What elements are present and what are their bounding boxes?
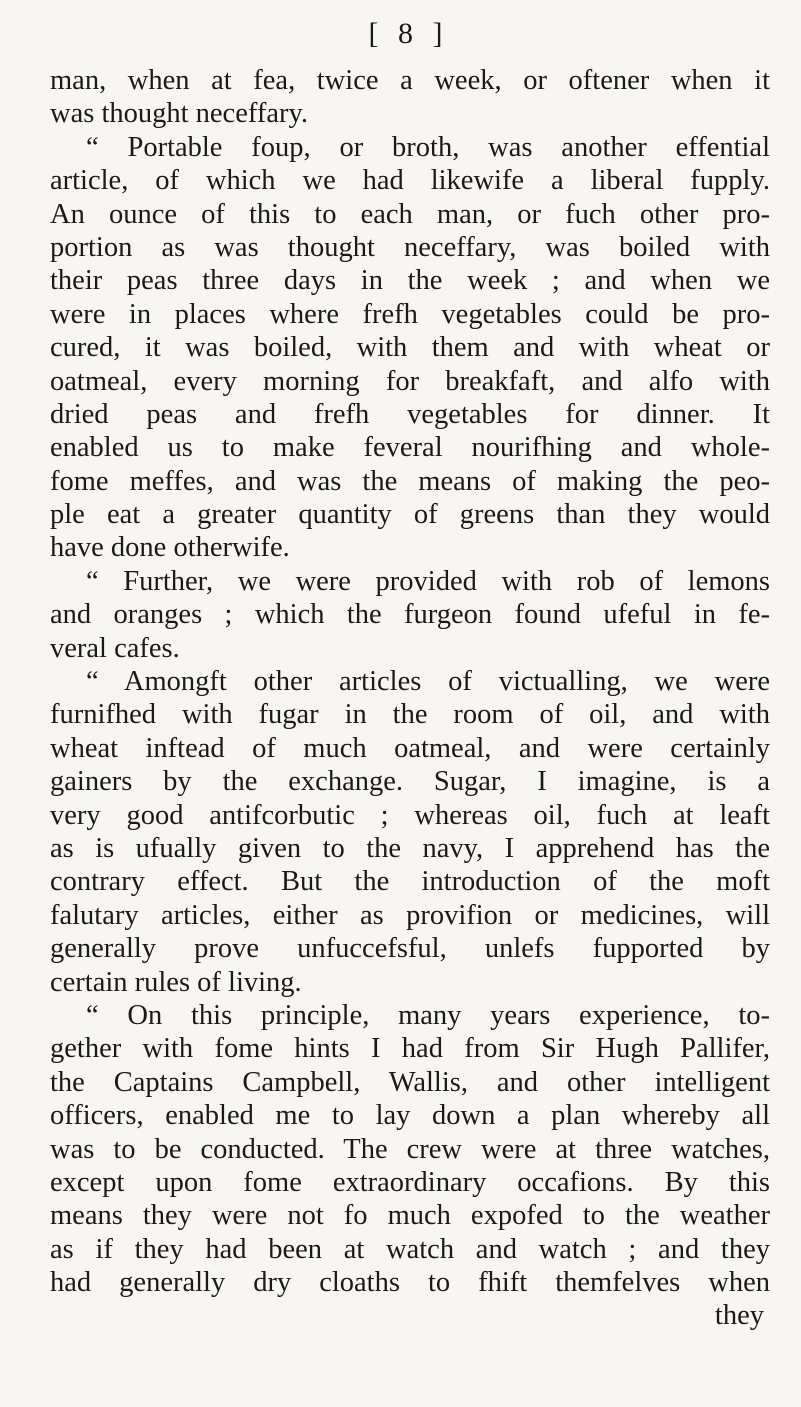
text-line: veral cafes. <box>50 632 180 664</box>
text-line: officers, enabled me to lay down a plan whereby all <box>50 1100 770 1132</box>
text-line: very good antifcorbutic ; whereas oil, fuch at leaft <box>50 799 770 831</box>
text-line: were in places where frefh vegetables could be pro- <box>50 298 770 330</box>
text-line: gainers by the exchange. Sugar, I imagine, is a <box>50 766 770 798</box>
text-line: as is ufually given to the navy, I apprehend has the <box>50 832 770 864</box>
page-number: [ 8 ] <box>368 17 449 50</box>
text-line: article, of which we had likewife a liberal fupply. <box>50 165 770 197</box>
text-line: the Captains Campbell, Wallis, and other intelligent <box>50 1066 770 1098</box>
text-line: fome meffes, and was the means of making the peo- <box>50 465 770 497</box>
text-line: and oranges ; which the furgeon found ufeful in fe- <box>50 599 770 631</box>
text-line: cured, it was boiled, with them and with wheat or <box>50 332 770 364</box>
text-line: means they were not fo much expofed to the weather <box>50 1200 770 1232</box>
text-line: contrary effect. But the introduction of the moft <box>50 866 770 898</box>
text-line: furnifhed with fugar in the room of oil, and with <box>50 699 770 731</box>
text-line: their peas three days in the week ; and when we <box>50 265 770 297</box>
text-line: was thought neceffary. <box>50 98 308 130</box>
text-line: dried peas and frefh vegetables for dinner. It <box>50 398 770 430</box>
text-line: except upon fome extraordinary occafions. By this <box>50 1166 770 1198</box>
body-text <box>50 64 770 1333</box>
text-line: “ Amongft other articles of victualling, we were <box>86 666 770 698</box>
text-line: enabled us to make feveral nourifhing and whole- <box>50 432 770 464</box>
catchword: they <box>714 1300 764 1332</box>
text-line: wheat inftead of much oatmeal, and were certainly <box>50 732 770 764</box>
text-line: “ On this principle, many years experience, to- <box>86 999 770 1031</box>
text-line: “ Further, we were provided with rob of lemons <box>86 565 770 597</box>
text-line: ple eat a greater quantity of greens than they would <box>50 499 770 531</box>
text-line: have done otherwife. <box>50 532 290 564</box>
text-line: man, when at fea, twice a week, or oftener when it <box>50 65 770 96</box>
text-line: oatmeal, every morning for breakfaft, and alfo with <box>50 365 770 397</box>
text-line: generally prove unfuccefsful, unlefs fupported by <box>50 933 770 965</box>
text-line: had generally dry cloaths to fhift themfelves when <box>50 1267 770 1299</box>
text-line: portion as was thought neceffary, was boiled with <box>50 231 770 263</box>
text-line: An ounce of this to each man, or fuch other pro- <box>50 198 770 230</box>
text-line: falutary articles, either as provifion or medicines, will <box>50 899 770 931</box>
text-line: as if they had been at watch and watch ; and they <box>50 1233 770 1265</box>
text-line: “ Portable foup, or broth, was another effential <box>86 131 770 163</box>
text-line: was to be conducted. The crew were at three watches, <box>50 1133 770 1165</box>
text-line: certain rules of living. <box>50 966 302 998</box>
text-line: gether with fome hints I had from Sir Hugh Pallifer, <box>50 1033 770 1065</box>
